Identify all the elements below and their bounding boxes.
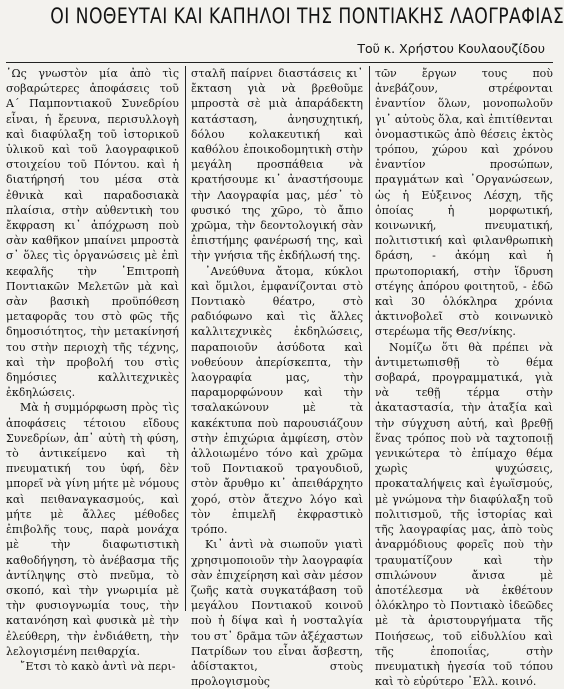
paragraph: Μὰ ἡ συμμόρφωση πρὸς τὶς ἀποφάσεις τέτοιου εἴδους Συνεδρίων, ἀπ᾽ αὐτὴ τὴ φύση, τὸ ἀντικείμενο καὶ τὴ πνευματική του ὑφή, δὲν μπορεῖ νὰ γίνη μήτε μὲ νόμους καὶ πειθαναγκασμούς, καὶ μήτε μὲ ἄλλες μέθοδες ἐπιβολῆς τους, παρὰ μονάχα μὲ τὴν διαφωτιστικὴ καθοδήγηση, τὸ ἀνέβασμα τῆς ἀντίληψης στὸ πνεῦμα, τὸ σκοπό, καὶ τὴν γνωριμία μὲ τὴν φυσιογνωμία τους, τὴν κατανόηση καὶ φυσικὰ μὲ τὴν ἐλεύθερη, τὴν ἐνδιάθετη, τὴν λελογισμένη πειθαρχία. xyxy=(6,401,179,658)
article-byline: Τοῦ κ. Χρήστου Κουλαουζίδου xyxy=(357,41,545,56)
paragraph: Κι᾽ ἀντὶ νὰ σιωποῦν γιατὶ χρησιμοποιοῦν τὴν λαογραφία σὰν ἐπιχείρηση καὶ σὰν μέσον ζωῆς κατὰ συγκατάβαση τοῦ μεγάλου Ποντιακοῦ κοινοῦ ποὺ ἡ δίψα καὶ ἡ νοσταλγία του στ᾽ δρᾶμα τῶν ἀξέχαστων Πατρίδων του εἶναι ἄσβεστη, ἀδίστακτοι, στοὺς προλογισμοὺς xyxy=(191,538,363,689)
paragraph: σταλῆ παίρνει διαστάσεις κι᾽ ἔκταση γιὰ νὰ βρεθοῦμε μπροστὰ σὲ μιὰ ἀπαράδεκτη κατάσταση, ἀνησυχητική, δόλου κολακευτική καὶ καθόλου ἐποικοδομητικὴ στὴν μεγάλη προσπάθεια νὰ κρατήσουμε κι᾽ ἀναστήσουμε τὴν Λαογραφία μας, μέσ᾽ τὸ φυσικό της χῶρο, τὸ ἄπιο χρῶμα, τὴν δεοντολογική σὰν ἐπιστήμης φανέρωσή της, καὶ τὴν γνήσια τῆς ἐκδήλωσή της. xyxy=(191,67,363,263)
paragraph: ῎Ετσι τὸ κακὸ ἀντὶ νὰ περι- xyxy=(20,659,176,673)
text-column-1 xyxy=(6,66,179,673)
text-column-3 xyxy=(375,66,553,689)
text-column-2 xyxy=(191,66,363,689)
article-title: ΟΙ ΝΟΘΕΥΤΑΙ ΚΑΙ ΚΑΠΗΛΟΙ ΤΗΣ ΠΟΝΤΙΑΚΗΣ ΛΑΟΓΡΑΦΙΑΣ xyxy=(50,4,564,28)
column-divider xyxy=(369,66,370,611)
header-divider xyxy=(6,62,553,63)
paragraph: ῾Ως γνωστὸν μία ἀπὸ τὶς σοβαρώτερες ἀποφάσεις τοῦ Α΄ Παμποντιακοῦ Συνεδρίου εἶναι, ἡ ἔρευνα, περισυλλογὴ καὶ διαφύλαξη τοῦ ἱστορικοῦ ὑλικοῦ καὶ τοῦ λαογραφικοῦ στοιχείου τοῦ Πόντου. καὶ ἡ διατήρησή του μέσα στὰ ἐθνικὰ καὶ παραδοσιακὰ πλαίσια, στὴν αὐθεντικὴ του ἔκφραση κι᾽ ἀπόχρωση ποὺ σὰν καθῆκον μπαίνει μπροστὰ σ᾽ ὅλες τὶς ὀργανώσεις μὲ ἐπὶ κεφαλῆς τὴν ᾽Επιτροπὴ Ποντιακῶν Μελετῶν μὰ καὶ σὰν βασικὴ προϋπόθεση μεταφορᾶς του στὸ φῶς τῆς δημοσιότητος, τὴν μετακίνησή του στὴν περιοχὴ τῆς τέχνης, καὶ τὴν προβολή του στὶς δημόσιες καλλιτεχνικὲς ἐκδηλώσεις. xyxy=(6,67,179,400)
paragraph: τῶν ἔργων τους ποὺ ἀνεβάζουν, στρέφονται ἐναντίον ὅλων, μονοπωλοῦν γι᾽ αὐτοὺς ὅλα, καὶ ἐπιτίθενται ὀνομαστικῶς ἀπὸ θέσεις ἐκτὸς τρόπου, χώρου καὶ χρόνου ἐναντίον προσώπων, πραγμάτων καὶ ᾽Οργανώσεων, ὡς ἡ Εὐξεινος Λέσχη, τῆς ὁποίας ἡ μορφωτική, κοινωνική, πνευματική, πολιτιστική καὶ φιλανθρωπικὴ δράση, - ἀκόμη καὶ ἡ πρωτοποριακή, στὴν ἵδρυση στέγης ἀπόρου φοιτητοῦ, - ἐδῶ καὶ 30 ὁλόκληρα χρόνια ἀκτινοβολεῖ στὸ κοινωνικὸ στερέωμα τῆς Θεσ/νίκης. xyxy=(375,67,553,339)
paragraph: Νομίζω ὅτι θὰ πρέπει νὰ ἀντιμετωπισθῇ τὸ θέμα σοβαρά, προγραμματικά, γιὰ νὰ τεθῇ τέρμα στὴν ἀκαταστασία, τὴν ἀταξία καὶ τὴν σύγχυση αὐτή, καὶ βρεθῇ ἕνας τρόπος ποὺ νὰ ταχτοποιῇ γενικώτερα τὸ ἐπίμαχο θέμα χωρὶς ψυχώσεις, προκαταλήψεις καὶ ἐγωϊσμούς, μὲ γνώμονα τὴν διαφύλαξη τοῦ πολιτισμοῦ, τῆς ἱστορίας καὶ τῆς λαογραφίας μας, ἀπὸ τοὺς ἀναρμόδιους φορεῖς ποὺ τὴν τραυματίζουν καὶ τὴν σπιλώνουν ἄνισα μὲ ἀποτέλεσμα νὰ ἐκθέτουν ὁλόκληρο τὸ Ποντιακὸ ἰδεῶδες μὲ τὰ ἀριστουργήματα τῆς Ποιήσεως, τοῦ εἰδυλλίου καὶ τῆς ἐποποιΐας, στὴν πνευματικὴ ἡγεσία τοῦ τόπου καὶ τὸ εὐρύτερο ᾽Ελλ. κοινό. xyxy=(375,340,553,689)
paragraph: ᾽Ανεύθυνα ἄτομα, κύκλοι καὶ ὅμιλοι, ἐμφανίζονται στὸ Ποντιακὸ θέατρο, στὸ ραδιόφωνο καὶ τὶς ἄλλες καλλιτεχνικὲς ἐκδηλώσεις, παραποιοῦν ἀσύδοτα καὶ νοθεύουν ἀπερίσκεπτα, τὴν λαογραφία μας, τὴν παραμορφώνουν καὶ τὴν τσαλακώνουν μὲ τὰ κακέκτυπα ποὺ παρουσιάζουν στὴν ἐπιχώρια ἀμφίεση, στὸν ἀλλοιωμένο τόνο καὶ χρῶμα τοῦ Ποντιακοῦ τραγουδιοῦ, στὸν ἄρυθμο κι᾽ ἀπειθάρχητο χορό, στὸν ἄτεχνο λόγο καὶ τὸν ἐπιμελῆ ἐκφραστικὸ τρόπο. xyxy=(191,264,363,537)
column-divider xyxy=(185,66,186,611)
